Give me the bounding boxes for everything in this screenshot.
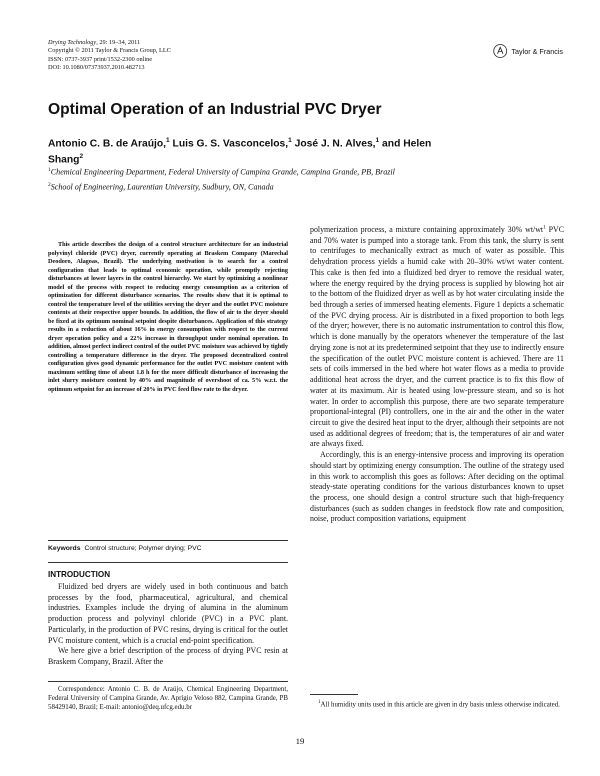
doi-line: DOI: 10.1080/07373937.2010.482713 <box>48 64 145 72</box>
author-affil-sup: 1 <box>288 137 292 144</box>
affiliation-sup: 2 <box>48 181 51 188</box>
affiliation-text: Chemical Engineering Department, Federal University of Campina Grande, Campina Grande, PB, Brazil <box>50 167 395 177</box>
journal-citation <box>48 39 388 47</box>
paragraph <box>310 225 564 450</box>
right-column-body <box>310 225 564 525</box>
author-list <box>48 134 468 167</box>
author-affil-sup: 1 <box>166 137 170 144</box>
author-name: Antonio C. B. de Araújo, <box>48 138 167 150</box>
publisher-name: Taylor & Francis <box>511 46 563 56</box>
paragraph: Fluidized bed dryers are widely used in both continuous and batch processes by the food, pharmaceutical, agricultural, and chemical industries. Examples include the drying of alumina in the aluminum production process and polyvinyl chloride (PVC) in a PVC plant. Particularly, in the production of PVC resins, drying is critical for the outlet PVC moisture content, which is a crucial end-point specification. <box>48 582 288 645</box>
paragraph-text: PVC and 70% water is pumped into a storage tank. From this tank, the slurry is sent to centrifuges to mechanically extract as much of water as possible. This dehydration process yields a humid cake with 20–30% wt/wt water content. This cake is then fed into a fluidized bed dryer to remove the residual water, where the energy required by the drying process is supplied by blowing hot air to the bottom of the fluidized dryer as well as by hot water circulating inside the bed through a series of immersed heating elements. Figure 1 depicts a schematic of the PVC drying process. Air is distributed in a fixed proportion to both legs of the dryer; however, there is no automatic instrumentation to control this flow, which is done manually by the operators whenever the temperature of the last drying zone is not at its predetermined setpoint that they use to indirectly ensure the specification of the outlet PVC moisture content is achieved. There are 11 sets of coils immersed in the bed where hot water flows as a media to provide additional heat across the dryer, and the current practice is to fix this flow of water at its maximum. Air is heated using low-pressure steam, and so is hot water. In order to accomplish this purpose, there are two separate temperature proportional-integral (PI) controllers, one in the air and the other in the water circuit to give the desired heat input to the dryer, although their setpoints are not used as additional degrees of freedom; that is, the temperatures of air and water are always fixed. <box>310 225 564 449</box>
keywords-text: Control structure; Polymer drying; PVC <box>84 545 202 552</box>
introduction-body <box>48 582 288 668</box>
publisher-logo-icon <box>493 43 507 59</box>
correspondence-note: Correspondence: Antonio C. B. de Araújo, Chemical Engineering Department, Federal University of Campina Grande, Av. Aprígio Veloso 882, Campina Grande, PB 58429140, Brazil; E-mail: antonio@deq.ufcg.edu.br <box>48 686 288 712</box>
footnote-divider <box>310 694 358 695</box>
abstract: This article describes the design of a control structure architecture for an industrial polyvinyl chloride (PVC) dryer, currently operating at Braskem Company (Marechal Deodoro, Alagoas, Brazil). The underlying motivation is to search for a control configuration that leads to optimal economic operation, while promptly rejecting disturbances at lower layers in the control hierarchy. We start by optimizing a nonlinear model of the process with respect to reducing energy consumption as a criterion of optimization for different disturbance scenarios. The results show that it is optimal to control the temperature level of the utilities serving the dryer and the outlet PVC moisture contents at their respective upper bounds. In addition, the flow of air to the dryer should be fixed at its optimum nominal setpoint despite disturbances. Application of this strategy results in a reduction of about 16% in energy consumption with respect to the current dryer operation policy and a 22% increase in throughput under nominal operation. In addition, almost perfect indirect control of the outlet PVC moisture was achieved by tightly controlling a temperature difference in the dryer. The proposed decentralized control configuration gives good dynamic performance for the outlet PVC moisture content with maximum settling time of about 1.8 h for the more difficult disturbance of increasing the inlet slurry moisture content by 40% and magnitude of overshoot of ca. 5% w.r.t. the optimum setpoint for an increase of 20% in PVC feed flow rate to the dryer. <box>48 241 288 393</box>
journal-volume-pages: , 29: 19–34, 2011 <box>96 39 141 46</box>
paragraph-text: polymerization process, a mixture containing approximately 30% wt/wt <box>310 225 544 234</box>
correspondence-divider <box>48 681 288 682</box>
introduction-heading: INTRODUCTION <box>48 570 111 579</box>
affiliation-sup: 1 <box>48 167 51 173</box>
author-affil-sup: 1 <box>375 137 380 144</box>
keywords-label: Keywords <box>48 545 81 552</box>
keywords-divider-top <box>48 540 288 541</box>
author-name: Luis G. S. Vasconcelos, <box>172 138 289 150</box>
author-name: and Helen Shang <box>48 138 432 166</box>
footnote-ref: 1 <box>543 224 546 231</box>
affiliation <box>48 179 528 194</box>
article-title: Optimal Operation of an Industrial PVC Dryer <box>48 101 382 118</box>
footnote-sup: 1 <box>318 700 321 705</box>
affiliation-text: School of Engineering, Laurentian University, Sudbury, ON, Canada <box>50 182 274 192</box>
paragraph: We here give a brief description of the process of drying PVC resin at Braskem Company, Brazil. After the <box>48 646 288 666</box>
journal-name: Drying Technology <box>48 39 97 46</box>
affiliation <box>48 164 528 179</box>
journal-info <box>48 39 388 73</box>
affiliations <box>48 164 528 193</box>
author-name: José J. N. Alves, <box>294 138 376 150</box>
publisher-logo <box>493 40 563 62</box>
paragraph: Accordingly, this is an energy-intensive process and improving its operation should start by optimizing energy consumption. The outline of the strategy used in this work to accomplish this goes as follows: After deciding on the optimal steady-state operating conditions for the various disturbances known to upset the process, one should design a control structure such that high-frequency disturbances (such as sudden changes in feedstock flow rate and composition, noise, product composition variations, equipment <box>310 450 564 524</box>
keywords <box>48 545 288 552</box>
issn-line: ISSN: 0737-3937 print/1532-2300 online <box>48 55 153 63</box>
footnote-text: All humidity units used in this article are given in dry basis unless otherwise indicated. <box>320 701 560 709</box>
copyright-line: Copyright © 2011 Taylor & Francis Group, LLC <box>48 47 171 55</box>
footnote <box>310 698 564 709</box>
page-number: 19 <box>295 736 305 746</box>
keywords-divider-bottom <box>48 562 288 563</box>
author-affil-sup: 2 <box>79 153 84 161</box>
